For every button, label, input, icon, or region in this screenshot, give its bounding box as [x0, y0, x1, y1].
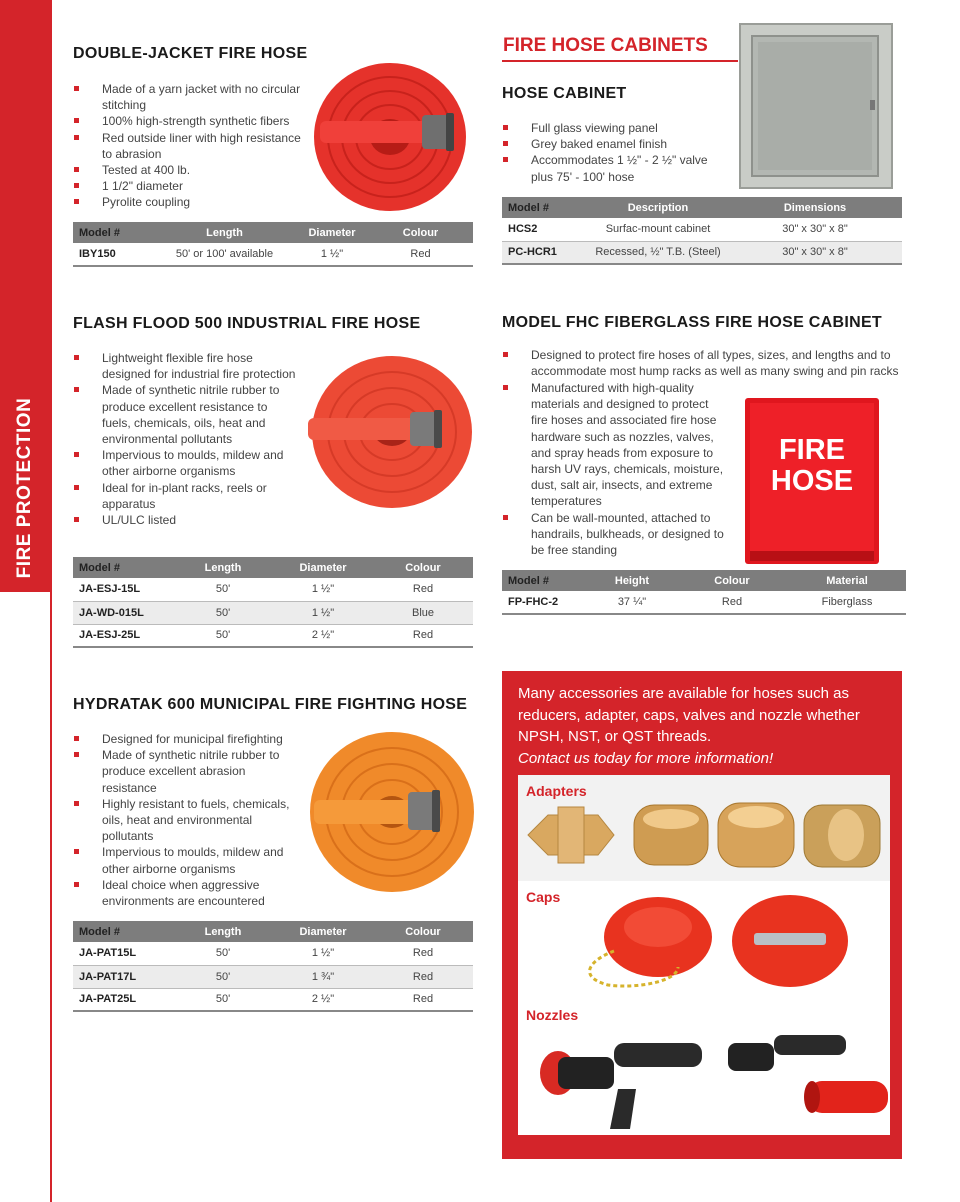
- table-cell: 1 ½": [273, 601, 373, 624]
- table-cell: 1 ½": [296, 243, 368, 266]
- table-cell: FP-FHC-2: [502, 591, 588, 614]
- column-header: Height: [588, 570, 676, 591]
- list-item: UL/ULC listed: [73, 512, 298, 528]
- table-cell: PC-HCR1: [502, 241, 588, 264]
- table-row: [73, 988, 473, 1011]
- table-cell: Fiberglass: [788, 591, 906, 614]
- table-cell: JA-PAT25L: [73, 988, 173, 1011]
- fhc-cabinet-image: [744, 397, 880, 565]
- table-cell: 30" x 30" x 8": [728, 218, 902, 241]
- adapters-label: Adapters: [526, 783, 587, 799]
- list-item: Lightweight flexible fire hose designed for industrial fire protection: [73, 350, 298, 382]
- table-cell: 50': [173, 624, 273, 647]
- double-jacket-bullets: [73, 81, 305, 211]
- list-item: Made of a yarn jacket with no circular stitching: [73, 81, 305, 113]
- table-row: [73, 578, 473, 601]
- column-header: Length: [173, 557, 273, 578]
- list-item: Full glass viewing panel: [502, 120, 732, 136]
- table-cell: JA-PAT15L: [73, 942, 173, 965]
- column-header: Diameter: [273, 557, 373, 578]
- nozzles-panel: [518, 999, 890, 1135]
- column-header: Diameter: [296, 222, 368, 243]
- fhc-bullets-narrow: [502, 380, 728, 558]
- double-jacket-title: DOUBLE-JACKET FIRE HOSE: [73, 45, 308, 62]
- table-row: [73, 965, 473, 988]
- table-cell: 1 ½": [273, 942, 373, 965]
- sidebar-block: [0, 0, 50, 592]
- fhc-sign-line2: HOSE: [770, 465, 854, 497]
- column-header: Colour: [676, 570, 788, 591]
- column-header: Dimensions: [728, 197, 902, 218]
- list-item: Can be wall-mounted, attached to handrails, bulkheads, or designed to be free standing: [502, 510, 728, 559]
- hydratak-table: [73, 921, 473, 1012]
- table-cell: 50': [173, 988, 273, 1011]
- table-cell: 37 ¼": [588, 591, 676, 614]
- list-item: 100% high-strength synthetic fibers: [73, 113, 305, 129]
- column-header: Material: [788, 570, 906, 591]
- hydratak-title: HYDRATAK 600 MUNICIPAL FIRE FIGHTING HOSE: [73, 696, 468, 713]
- promo-body: Many accessories are available for hoses such as reducers, adapter, caps, valves and nozzle whether NPSH, NST, or QST threads.: [518, 685, 860, 745]
- column-header: Length: [153, 222, 296, 243]
- column-header: Description: [588, 197, 728, 218]
- list-item: Pyrolite coupling: [73, 194, 305, 210]
- column-header: Colour: [373, 557, 473, 578]
- cabinets-heading: FIRE HOSE CABINETS: [503, 35, 708, 56]
- table-cell: HCS2: [502, 218, 588, 241]
- list-item: Ideal choice when aggressive environments are encountered: [73, 877, 298, 909]
- list-item: Red outside liner with high resistance to abrasion: [73, 130, 305, 162]
- promo-cta: Contact us today for more information!: [518, 749, 774, 767]
- fhc-bullets-wide: [502, 347, 906, 379]
- table-cell: 50': [173, 578, 273, 601]
- table-cell: JA-ESJ-25L: [73, 624, 173, 647]
- caps-image: [518, 881, 890, 999]
- list-item: Designed to protect fire hoses of all types, sizes, and lengths and to accommodate most hump racks as well as many swing and pin racks: [502, 347, 906, 379]
- adapters-panel: [518, 775, 890, 881]
- flash-flood-bullets: [73, 350, 298, 528]
- table-cell: 2 ½": [273, 988, 373, 1011]
- table-cell: Surfac-mount cabinet: [588, 218, 728, 241]
- column-header: Model #: [73, 222, 153, 243]
- table-cell: 50': [173, 965, 273, 988]
- list-item: Designed for municipal firefighting: [73, 731, 298, 747]
- column-header: Colour: [368, 222, 473, 243]
- hose-cabinet-table: [502, 197, 902, 265]
- column-header: Diameter: [273, 921, 373, 942]
- table-cell: Blue: [373, 601, 473, 624]
- fhc-table: [502, 570, 906, 615]
- list-item: 1 1/2" diameter: [73, 178, 305, 194]
- table-row: [502, 241, 902, 264]
- table-cell: JA-PAT17L: [73, 965, 173, 988]
- hose-cabinet-title: HOSE CABINET: [502, 85, 627, 102]
- table-row: [502, 591, 906, 614]
- list-item: Ideal for in-plant racks, reels or apparatus: [73, 480, 298, 512]
- list-item: Manufactured with high-quality materials and designed to protect fire hoses and associated fire hose hardware such as nozzles, valves, and spray heads from exposure to harsh UV rays, chemicals, moisture, dust, salt air, insects, and extreme temperatures: [502, 380, 728, 510]
- list-item: Impervious to moulds, mildew and other airborne organisms: [73, 844, 298, 876]
- table-row: [73, 243, 473, 266]
- caps-panel: [518, 881, 890, 999]
- table-row: [73, 942, 473, 965]
- table-cell: Recessed, ½" T.B. (Steel): [588, 241, 728, 264]
- table-cell: 2 ½": [273, 624, 373, 647]
- flash-flood-title: FLASH FLOOD 500 INDUSTRIAL FIRE HOSE: [73, 315, 421, 332]
- list-item: Made of synthetic nitrile rubber to produce excellent resistance to fuels, chemicals, oils, heat and environmental pollutants: [73, 382, 298, 447]
- list-item: Grey baked enamel finish: [502, 136, 732, 152]
- accessories-promo: [502, 671, 902, 1159]
- hydratak-hose-image: [300, 728, 480, 898]
- table-cell: 50': [173, 601, 273, 624]
- table-cell: Red: [373, 624, 473, 647]
- flash-flood-hose-image: [300, 352, 480, 512]
- fhc-sign-line1: FIRE: [778, 434, 846, 466]
- table-cell: Red: [373, 965, 473, 988]
- table-row: [73, 601, 473, 624]
- promo-text: [518, 683, 890, 769]
- table-cell: Red: [368, 243, 473, 266]
- list-item: Accommodates 1 ½" - 2 ½" valve plus 75' - 100' hose: [502, 152, 732, 184]
- list-item: Highly resistant to fuels, chemicals, oils, heat and environmental pollutants: [73, 796, 298, 845]
- table-cell: Red: [373, 942, 473, 965]
- caps-label: Caps: [526, 889, 561, 905]
- list-item: Tested at 400 lb.: [73, 162, 305, 178]
- column-header: Model #: [73, 921, 173, 942]
- column-header: Model #: [502, 570, 588, 591]
- fhc-title: MODEL FHC FIBERGLASS FIRE HOSE CABINET: [502, 314, 883, 331]
- table-row: [502, 218, 902, 241]
- double-jacket-hose-image: [310, 55, 480, 215]
- column-header: Colour: [373, 921, 473, 942]
- column-header: Length: [173, 921, 273, 942]
- table-cell: 1 ¾": [273, 965, 373, 988]
- flash-flood-table: [73, 557, 473, 648]
- table-cell: IBY150: [73, 243, 153, 266]
- table-cell: JA-ESJ-15L: [73, 578, 173, 601]
- sidebar: [0, 0, 52, 1202]
- table-cell: 1 ½": [273, 578, 373, 601]
- table-cell: Red: [676, 591, 788, 614]
- table-row: [73, 624, 473, 647]
- double-jacket-table: [73, 222, 473, 267]
- table-cell: 50' or 100' available: [153, 243, 296, 266]
- table-cell: 30" x 30" x 8": [728, 241, 902, 264]
- nozzles-label: Nozzles: [526, 1007, 579, 1023]
- table-cell: JA-WD-015L: [73, 601, 173, 624]
- hydratak-bullets: [73, 731, 298, 909]
- sidebar-label: FIRE PROTECTION: [14, 397, 35, 579]
- table-cell: Red: [373, 988, 473, 1011]
- column-header: Model #: [502, 197, 588, 218]
- hose-cabinet-image: [738, 22, 896, 190]
- list-item: Impervious to moulds, mildew and other airborne organisms: [73, 447, 298, 479]
- heading-rule: [502, 60, 738, 62]
- list-item: Made of synthetic nitrile rubber to produce excellent abrasion resistance: [73, 747, 298, 796]
- table-cell: 50': [173, 942, 273, 965]
- table-cell: Red: [373, 578, 473, 601]
- column-header: Model #: [73, 557, 173, 578]
- hose-cabinet-bullets: [502, 120, 732, 185]
